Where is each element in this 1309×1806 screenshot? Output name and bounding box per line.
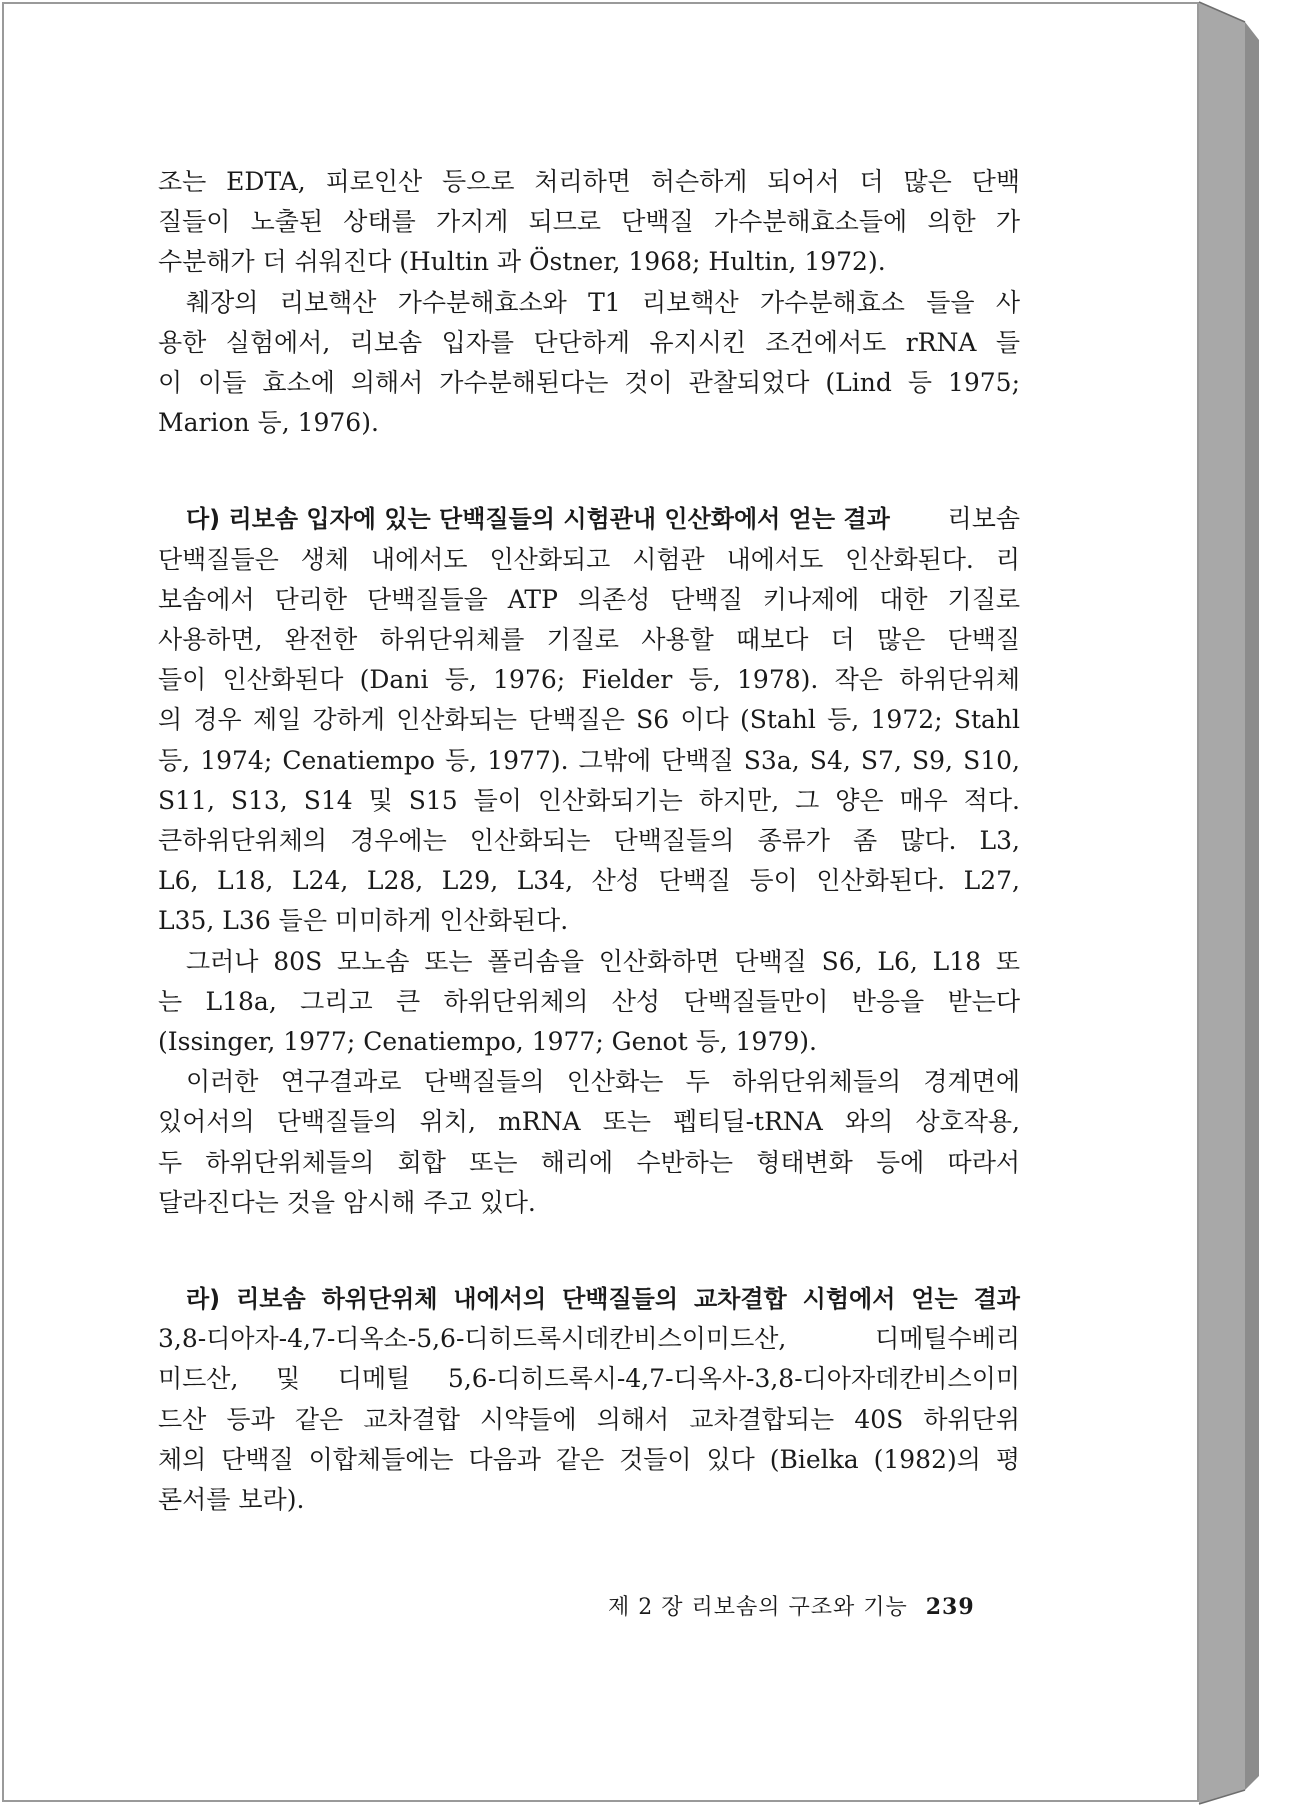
text-line: 조는 EDTA, 피로인산 등으로 처리하면 허슨하게 되어서 더 많은 단백 — [158, 167, 1020, 196]
paragraph — [158, 1279, 1020, 1520]
text-line: 보솜에서 단리한 단백질들을 ATP 의존성 단백질 키나제에 대한 기질로 — [158, 584, 1020, 614]
page-footer — [608, 1590, 1028, 1621]
text-line: 질들이 노출된 상태를 가지게 되므로 단백질 가수분해효소들에 의한 가 — [158, 207, 1020, 237]
text-line: 췌장의 리보핵산 가수분해효소와 T1 리보핵산 가수분해효소 들을 사 — [186, 287, 1020, 317]
section-gap — [158, 443, 1020, 499]
text-line: 용한 실험에서, 리보솜 입자를 단단하게 유지시킨 조건에서도 rRNA 들 — [158, 327, 1020, 357]
text-line: S11, S13, S14 및 S15 들이 인산화되기는 하지만, 그 양은 매우 적다. — [158, 785, 1020, 815]
text-line: 큰하위단위체의 경우에는 인산화되는 단백질들의 종류가 좀 많다. L3, — [158, 826, 1020, 856]
section-heading: 라) 리보솜 하위단위체 내에서의 단백질들의 교차결합 시험에서 얻는 결과 — [186, 1285, 1020, 1314]
section-heading-line — [158, 499, 1020, 539]
text-line: 이러한 연구결과로 단백질들의 인산화는 두 하위단위체들의 경계면에 — [186, 1067, 1020, 1097]
section-gap — [158, 1223, 1020, 1279]
text-line: Marion 등, 1976). — [158, 408, 379, 438]
text-line: L6, L18, L24, L28, L29, L34, 산성 단백질 등이 인산화된다. L27, — [158, 866, 1020, 896]
page-edge-3d — [1195, 0, 1307, 1806]
text-line: 두 하위단위체들의 회합 또는 해리에 수반하는 형태변화 등에 따라서 — [158, 1147, 1020, 1177]
text-line: 의 경우 제일 강하게 인산화되는 단백질은 S6 이다 (Stahl 등, 1972; Stahl — [158, 705, 1020, 735]
text-line: 체의 단백질 이합체들에는 다음과 같은 것들이 있다 (Bielka (1982)의 평 — [158, 1444, 1020, 1474]
paragraph — [158, 162, 1020, 283]
text-line: 들이 인산화된다 (Dani 등, 1976; Fielder 등, 1978). 작은 하위단위체 — [158, 665, 1020, 695]
text-line: L35, L36 들은 미미하게 인산화된다. — [158, 906, 569, 936]
text-line: 단백질들은 생체 내에서도 인산화되고 시험관 내에서도 인산화된다. 리 — [158, 544, 1020, 574]
chapter-title: 제 2 장 리보솜의 구조와 기능 — [608, 1595, 908, 1620]
text-line: 3,8-디아자-4,7-디옥소-5,6-디히드록시데칸비스이미드산, 디메틸수베리 — [158, 1324, 1020, 1354]
text-line: 미드산, 및 디메틸 5,6-디히드록시-4,7-디옥사-3,8-디아자데칸비스이미 — [158, 1364, 1020, 1394]
body-text — [158, 162, 1020, 1520]
text-line: 있어서의 단백질들의 위치, mRNA 또는 펩티딜-tRNA 와의 상호작용, — [158, 1107, 1020, 1137]
paragraph — [158, 942, 1020, 1063]
text-line: 등, 1974; Cenatiempo 등, 1977). 그밖에 단백질 S3a, S4, S7, S9, S10, — [158, 745, 1020, 775]
text-line: 그러나 80S 모노솜 또는 폴리솜을 인산화하면 단백질 S6, L6, L18 또 — [186, 946, 1020, 976]
page-number: 239 — [925, 1594, 975, 1620]
paragraph — [158, 1062, 1020, 1223]
paragraph — [158, 283, 1020, 444]
text-line: 달라진다는 것을 암시해 주고 있다. — [158, 1187, 536, 1217]
text-line: 수분해가 더 쉬워진다 (Hultin 과 Östner, 1968; Hultin, 1972). — [158, 247, 886, 277]
text-line: (Issinger, 1977; Cenatiempo, 1977; Genot 등, 1979). — [158, 1027, 817, 1057]
text-line: 이 이들 효소에 의해서 가수분해된다는 것이 관찰되었다 (Lind 등 1975; — [158, 368, 1020, 398]
text-line: 드산 등과 같은 교차결합 시약들에 의해서 교차결합되는 40S 하위단위 — [158, 1404, 1020, 1434]
section-heading: 다) 리보솜 입자에 있는 단백질들의 시험관내 인산화에서 얻는 결과 — [186, 505, 890, 534]
text-fragment: 리보솜 — [947, 504, 1020, 534]
paragraph — [158, 499, 1020, 941]
text-line: 는 L18a, 그리고 큰 하위단위체의 산성 단백질들만이 반응을 받는다 — [158, 986, 1020, 1016]
text-line: 사용하면, 완전한 하위단위체를 기질로 사용할 때보다 더 많은 단백질 — [158, 625, 1020, 655]
text-line: 론서를 보라). — [158, 1485, 305, 1515]
